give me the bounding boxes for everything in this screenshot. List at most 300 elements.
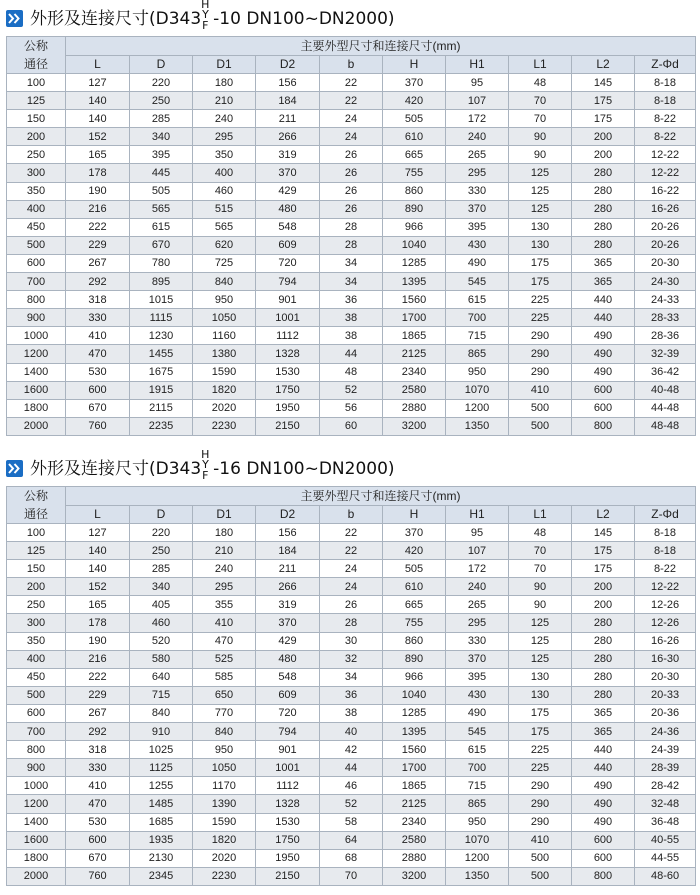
table-cell: 295 — [446, 614, 509, 632]
table-cell: 319 — [256, 146, 320, 164]
column-header: L1 — [509, 505, 572, 524]
table-row — [7, 254, 696, 272]
table-row — [7, 741, 696, 759]
table-cell: 140 — [66, 110, 130, 128]
table-cell: 1160 — [193, 327, 256, 345]
nominal-diameter-cell: 100 — [7, 524, 66, 542]
table-row — [7, 327, 696, 345]
table-cell: 216 — [66, 200, 130, 218]
table-cell: 34 — [320, 254, 383, 272]
table-cell: 565 — [193, 218, 256, 236]
table-cell: 966 — [383, 668, 446, 686]
nominal-diameter-cell: 1200 — [7, 795, 66, 813]
table-cell: 211 — [256, 110, 320, 128]
table-row — [7, 578, 696, 596]
table-cell: 1350 — [446, 867, 509, 885]
table-cell: 318 — [66, 291, 130, 309]
table-row — [7, 146, 696, 164]
nominal-diameter-cell: 700 — [7, 723, 66, 741]
table-cell: 600 — [572, 831, 635, 849]
table-cell: 32 — [320, 650, 383, 668]
table-cell: 175 — [572, 560, 635, 578]
table-cell: 365 — [572, 254, 635, 272]
table-cell: 365 — [572, 273, 635, 291]
table-cell: 620 — [193, 236, 256, 254]
table-cell: 2130 — [130, 849, 193, 867]
table-cell: 600 — [572, 399, 635, 417]
column-header: D — [130, 55, 193, 74]
table-cell: 44-48 — [635, 399, 696, 417]
table-cell: 266 — [256, 128, 320, 146]
table-cell: 395 — [446, 668, 509, 686]
table-cell: 140 — [66, 542, 130, 560]
table-cell: 610 — [383, 128, 446, 146]
table-cell: 40 — [320, 723, 383, 741]
table-cell: 28-42 — [635, 777, 696, 795]
table-cell: 1112 — [256, 777, 320, 795]
double-chevron-right-icon — [6, 10, 23, 27]
table-cell: 12-26 — [635, 614, 696, 632]
table-cell: 565 — [130, 200, 193, 218]
table-row — [7, 704, 696, 722]
table-cell: 650 — [193, 686, 256, 704]
table-cell: 20-26 — [635, 236, 696, 254]
table-cell: 152 — [66, 128, 130, 146]
table-row — [7, 560, 696, 578]
nominal-diameter-cell: 125 — [7, 92, 66, 110]
table-cell: 370 — [256, 164, 320, 182]
table-cell: 280 — [572, 650, 635, 668]
column-header: D2 — [256, 505, 320, 524]
table-cell: 950 — [193, 741, 256, 759]
table-cell: 490 — [572, 363, 635, 381]
table-cell: 2150 — [256, 417, 320, 435]
table-cell: 901 — [256, 741, 320, 759]
table-cell: 420 — [383, 92, 446, 110]
table-cell: 285 — [130, 560, 193, 578]
table-cell: 24-30 — [635, 273, 696, 291]
table-cell: 400 — [193, 164, 256, 182]
table-row — [7, 236, 696, 254]
table-cell: 2230 — [193, 867, 256, 885]
table-cell: 20-36 — [635, 704, 696, 722]
table-cell: 800 — [572, 867, 635, 885]
table-cell: 175 — [572, 92, 635, 110]
table-cell: 165 — [66, 596, 130, 614]
table-cell: 966 — [383, 218, 446, 236]
table-cell: 40-48 — [635, 381, 696, 399]
table-cell: 26 — [320, 146, 383, 164]
table-cell: 430 — [446, 236, 509, 254]
table-cell: 410 — [193, 614, 256, 632]
table-cell: 38 — [320, 309, 383, 327]
table-cell: 34 — [320, 273, 383, 291]
table-cell: 8-18 — [635, 74, 696, 92]
nominal-diameter-cell: 500 — [7, 686, 66, 704]
table-cell: 1390 — [193, 795, 256, 813]
column-header: D — [130, 505, 193, 524]
nominal-diameter-cell: 350 — [7, 182, 66, 200]
table-cell: 8-22 — [635, 128, 696, 146]
nominal-diameter-cell: 400 — [7, 200, 66, 218]
table-cell: 1230 — [130, 327, 193, 345]
table-cell: 1001 — [256, 759, 320, 777]
table-cell: 38 — [320, 327, 383, 345]
table-cell: 24 — [320, 110, 383, 128]
table-cell: 500 — [509, 417, 572, 435]
table-cell: 515 — [193, 200, 256, 218]
table-cell: 1820 — [193, 381, 256, 399]
table-cell: 280 — [572, 614, 635, 632]
table-cell: 210 — [193, 542, 256, 560]
column-header: L — [66, 55, 130, 74]
nominal-diameter-cell: 1400 — [7, 813, 66, 831]
table-cell: 500 — [509, 867, 572, 885]
table-cell: 290 — [509, 327, 572, 345]
table-cell: 670 — [66, 399, 130, 417]
table-cell: 365 — [572, 723, 635, 741]
table-cell: 410 — [66, 777, 130, 795]
table-cell: 470 — [66, 795, 130, 813]
table-cell: 60 — [320, 417, 383, 435]
table-cell: 1915 — [130, 381, 193, 399]
table-cell: 24 — [320, 578, 383, 596]
table-cell: 240 — [446, 578, 509, 596]
table-cell: 48-60 — [635, 867, 696, 885]
table-cell: 770 — [193, 704, 256, 722]
table-cell: 280 — [572, 236, 635, 254]
table-cell: 24-39 — [635, 741, 696, 759]
table-row — [7, 381, 696, 399]
table-cell: 211 — [256, 560, 320, 578]
table-cell: 267 — [66, 254, 130, 272]
column-header: H — [383, 505, 446, 524]
table-cell: 290 — [509, 363, 572, 381]
table-cell: 290 — [509, 813, 572, 831]
table-cell: 250 — [130, 542, 193, 560]
table-cell: 715 — [446, 777, 509, 795]
table-row — [7, 182, 696, 200]
table-cell: 440 — [572, 741, 635, 759]
table-cell: 1865 — [383, 327, 446, 345]
table-cell: 890 — [383, 650, 446, 668]
table-cell: 127 — [66, 524, 130, 542]
nominal-diameter-cell: 100 — [7, 74, 66, 92]
nominal-diameter-cell: 600 — [7, 254, 66, 272]
table-cell: 26 — [320, 164, 383, 182]
table-cell: 429 — [256, 182, 320, 200]
table-cell: 175 — [509, 704, 572, 722]
table-cell: 370 — [446, 200, 509, 218]
table-cell: 225 — [509, 291, 572, 309]
table-row — [7, 542, 696, 560]
table-cell: 200 — [572, 596, 635, 614]
column-header: H1 — [446, 55, 509, 74]
column-header: L2 — [572, 505, 635, 524]
table-cell: 1700 — [383, 309, 446, 327]
table-cell: 240 — [193, 560, 256, 578]
table-cell: 370 — [256, 614, 320, 632]
table-cell: 28-39 — [635, 759, 696, 777]
table-cell: 16-30 — [635, 650, 696, 668]
table-cell: 24 — [320, 128, 383, 146]
nominal-diameter-cell: 250 — [7, 596, 66, 614]
table-cell: 172 — [446, 110, 509, 128]
table-cell: 1395 — [383, 723, 446, 741]
table-cell: 1395 — [383, 273, 446, 291]
table-cell: 107 — [446, 542, 509, 560]
table-cell: 890 — [383, 200, 446, 218]
table-row — [7, 831, 696, 849]
table-cell: 840 — [130, 704, 193, 722]
table-cell: 530 — [66, 363, 130, 381]
table-row — [7, 345, 696, 363]
table-cell: 90 — [509, 128, 572, 146]
nominal-diameter-cell: 150 — [7, 110, 66, 128]
table-cell: 1560 — [383, 291, 446, 309]
table-cell: 505 — [130, 182, 193, 200]
table-cell: 38 — [320, 704, 383, 722]
table-cell: 32-48 — [635, 795, 696, 813]
table-cell: 225 — [509, 309, 572, 327]
table-cell: 20-30 — [635, 668, 696, 686]
double-chevron-right-icon — [6, 460, 23, 477]
table-cell: 2345 — [130, 867, 193, 885]
table-cell: 36 — [320, 686, 383, 704]
table-cell: 28 — [320, 236, 383, 254]
table-cell: 615 — [446, 291, 509, 309]
table-cell: 152 — [66, 578, 130, 596]
table-cell: 8-22 — [635, 110, 696, 128]
table-cell: 1070 — [446, 381, 509, 399]
nominal-diameter-cell: 1800 — [7, 399, 66, 417]
table-cell: 46 — [320, 777, 383, 795]
table-cell: 290 — [509, 345, 572, 363]
column-header-row — [7, 505, 696, 524]
table-cell: 530 — [66, 813, 130, 831]
table-cell: 12-22 — [635, 164, 696, 182]
table-cell: 292 — [66, 273, 130, 291]
nominal-diameter-cell: 800 — [7, 291, 66, 309]
table-cell: 330 — [66, 759, 130, 777]
section-title — [0, 450, 700, 486]
table-cell: 609 — [256, 686, 320, 704]
table-cell: 125 — [509, 650, 572, 668]
table-row — [7, 723, 696, 741]
table-cell: 28-33 — [635, 309, 696, 327]
table-cell: 280 — [572, 632, 635, 650]
table-cell: 715 — [130, 686, 193, 704]
table-cell: 370 — [446, 650, 509, 668]
table-cell: 865 — [446, 795, 509, 813]
table-cell: 410 — [66, 327, 130, 345]
table-cell: 1255 — [130, 777, 193, 795]
nominal-diameter-cell: 800 — [7, 741, 66, 759]
nominal-diameter-cell: 900 — [7, 309, 66, 327]
table-row — [7, 291, 696, 309]
table-cell: 2235 — [130, 417, 193, 435]
table-cell: 1560 — [383, 741, 446, 759]
table-cell: 1050 — [193, 309, 256, 327]
table-cell: 90 — [509, 146, 572, 164]
table-cell: 860 — [383, 632, 446, 650]
table-cell: 370 — [383, 524, 446, 542]
table-cell: 1285 — [383, 704, 446, 722]
table-cell: 200 — [572, 578, 635, 596]
section-title-text: 外形及连接尺寸(D343 H Y F -16 DN100~DN2000) — [30, 448, 395, 482]
table-cell: 1380 — [193, 345, 256, 363]
table-cell: 1050 — [193, 759, 256, 777]
table-cell: 2020 — [193, 849, 256, 867]
nominal-diameter-cell: 125 — [7, 542, 66, 560]
group-header: 主要外型尺寸和连接尺寸(mm) — [66, 487, 696, 506]
table-cell: 156 — [256, 74, 320, 92]
table-cell: 125 — [509, 614, 572, 632]
table-cell: 615 — [446, 741, 509, 759]
table-cell: 420 — [383, 542, 446, 560]
table-cell: 720 — [256, 254, 320, 272]
table-cell: 290 — [509, 777, 572, 795]
nominal-diameter-cell: 200 — [7, 128, 66, 146]
table-cell: 1485 — [130, 795, 193, 813]
table-cell: 350 — [193, 146, 256, 164]
table-cell: 585 — [193, 668, 256, 686]
table-cell: 610 — [383, 578, 446, 596]
table-cell: 48 — [320, 363, 383, 381]
table-cell: 90 — [509, 596, 572, 614]
table-cell: 295 — [193, 578, 256, 596]
table-cell: 1675 — [130, 363, 193, 381]
table-cell: 1170 — [193, 777, 256, 795]
table-cell: 70 — [509, 110, 572, 128]
table-cell: 178 — [66, 164, 130, 182]
table-cell: 1700 — [383, 759, 446, 777]
table-cell: 222 — [66, 668, 130, 686]
table-cell: 794 — [256, 723, 320, 741]
table-cell: 670 — [130, 236, 193, 254]
table-cell: 36 — [320, 291, 383, 309]
column-header: D1 — [193, 55, 256, 74]
table-cell: 68 — [320, 849, 383, 867]
table-cell: 265 — [446, 146, 509, 164]
table-cell: 2125 — [383, 795, 446, 813]
table-cell: 175 — [509, 254, 572, 272]
table-cell: 865 — [446, 345, 509, 363]
table-row — [7, 524, 696, 542]
table-cell: 12-22 — [635, 578, 696, 596]
table-cell: 125 — [509, 200, 572, 218]
table-cell: 548 — [256, 668, 320, 686]
table-cell: 1040 — [383, 686, 446, 704]
nominal-diameter-cell: 150 — [7, 560, 66, 578]
table-body — [7, 524, 696, 886]
column-header: D1 — [193, 505, 256, 524]
table-cell: 8-18 — [635, 524, 696, 542]
table-cell: 460 — [130, 614, 193, 632]
table-cell: 490 — [572, 795, 635, 813]
table-cell: 229 — [66, 686, 130, 704]
table-cell: 1590 — [193, 813, 256, 831]
section-title-text: 外形及连接尺寸(D343 H Y F -10 DN100~DN2000) — [30, 0, 395, 32]
table-cell: 44 — [320, 345, 383, 363]
table-cell: 20-26 — [635, 218, 696, 236]
table-row — [7, 128, 696, 146]
table-cell: 22 — [320, 92, 383, 110]
table-row — [7, 596, 696, 614]
table-cell: 125 — [509, 164, 572, 182]
table-cell: 670 — [66, 849, 130, 867]
table-cell: 140 — [66, 92, 130, 110]
table-cell: 480 — [256, 200, 320, 218]
table-cell: 220 — [130, 524, 193, 542]
nominal-diameter-cell: 2000 — [7, 867, 66, 885]
table-cell: 355 — [193, 596, 256, 614]
table-cell: 295 — [446, 164, 509, 182]
table-cell: 24 — [320, 560, 383, 578]
table-cell: 2020 — [193, 399, 256, 417]
table-cell: 48-48 — [635, 417, 696, 435]
table-cell: 1750 — [256, 831, 320, 849]
table-cell: 265 — [446, 596, 509, 614]
table-cell: 490 — [446, 704, 509, 722]
table-cell: 3200 — [383, 867, 446, 885]
table-row — [7, 110, 696, 128]
table-row — [7, 218, 696, 236]
table-cell: 500 — [509, 399, 572, 417]
table-cell: 30 — [320, 632, 383, 650]
table-cell: 95 — [446, 524, 509, 542]
table-cell: 1350 — [446, 417, 509, 435]
table-cell: 910 — [130, 723, 193, 741]
table-cell: 600 — [572, 849, 635, 867]
table-cell: 290 — [509, 795, 572, 813]
table-cell: 505 — [383, 560, 446, 578]
table-cell: 1200 — [446, 399, 509, 417]
column-header: b — [320, 505, 383, 524]
table-cell: 48 — [509, 524, 572, 542]
table-cell: 175 — [509, 273, 572, 291]
column-header: Z-Φd — [635, 505, 696, 524]
table-cell: 210 — [193, 92, 256, 110]
group-header: 主要外型尺寸和连接尺寸(mm) — [66, 37, 696, 56]
table-cell: 840 — [193, 273, 256, 291]
table-cell: 725 — [193, 254, 256, 272]
table-cell: 440 — [572, 759, 635, 777]
table-cell: 42 — [320, 741, 383, 759]
table-cell: 340 — [130, 578, 193, 596]
table-cell: 1115 — [130, 309, 193, 327]
table-cell: 580 — [130, 650, 193, 668]
table-cell: 440 — [572, 309, 635, 327]
table-cell: 28-36 — [635, 327, 696, 345]
table-cell: 70 — [320, 867, 383, 885]
table-cell: 292 — [66, 723, 130, 741]
nominal-diameter-cell: 600 — [7, 704, 66, 722]
table-cell: 1328 — [256, 795, 320, 813]
table-cell: 1112 — [256, 327, 320, 345]
table-cell: 1950 — [256, 849, 320, 867]
column-header: b — [320, 55, 383, 74]
table-cell: 130 — [509, 668, 572, 686]
table-cell: 280 — [572, 686, 635, 704]
table-cell: 490 — [572, 777, 635, 795]
table-row — [7, 92, 696, 110]
table-row — [7, 632, 696, 650]
table-cell: 22 — [320, 524, 383, 542]
table-cell: 470 — [193, 632, 256, 650]
table-cell: 180 — [193, 524, 256, 542]
column-header-row — [7, 55, 696, 74]
